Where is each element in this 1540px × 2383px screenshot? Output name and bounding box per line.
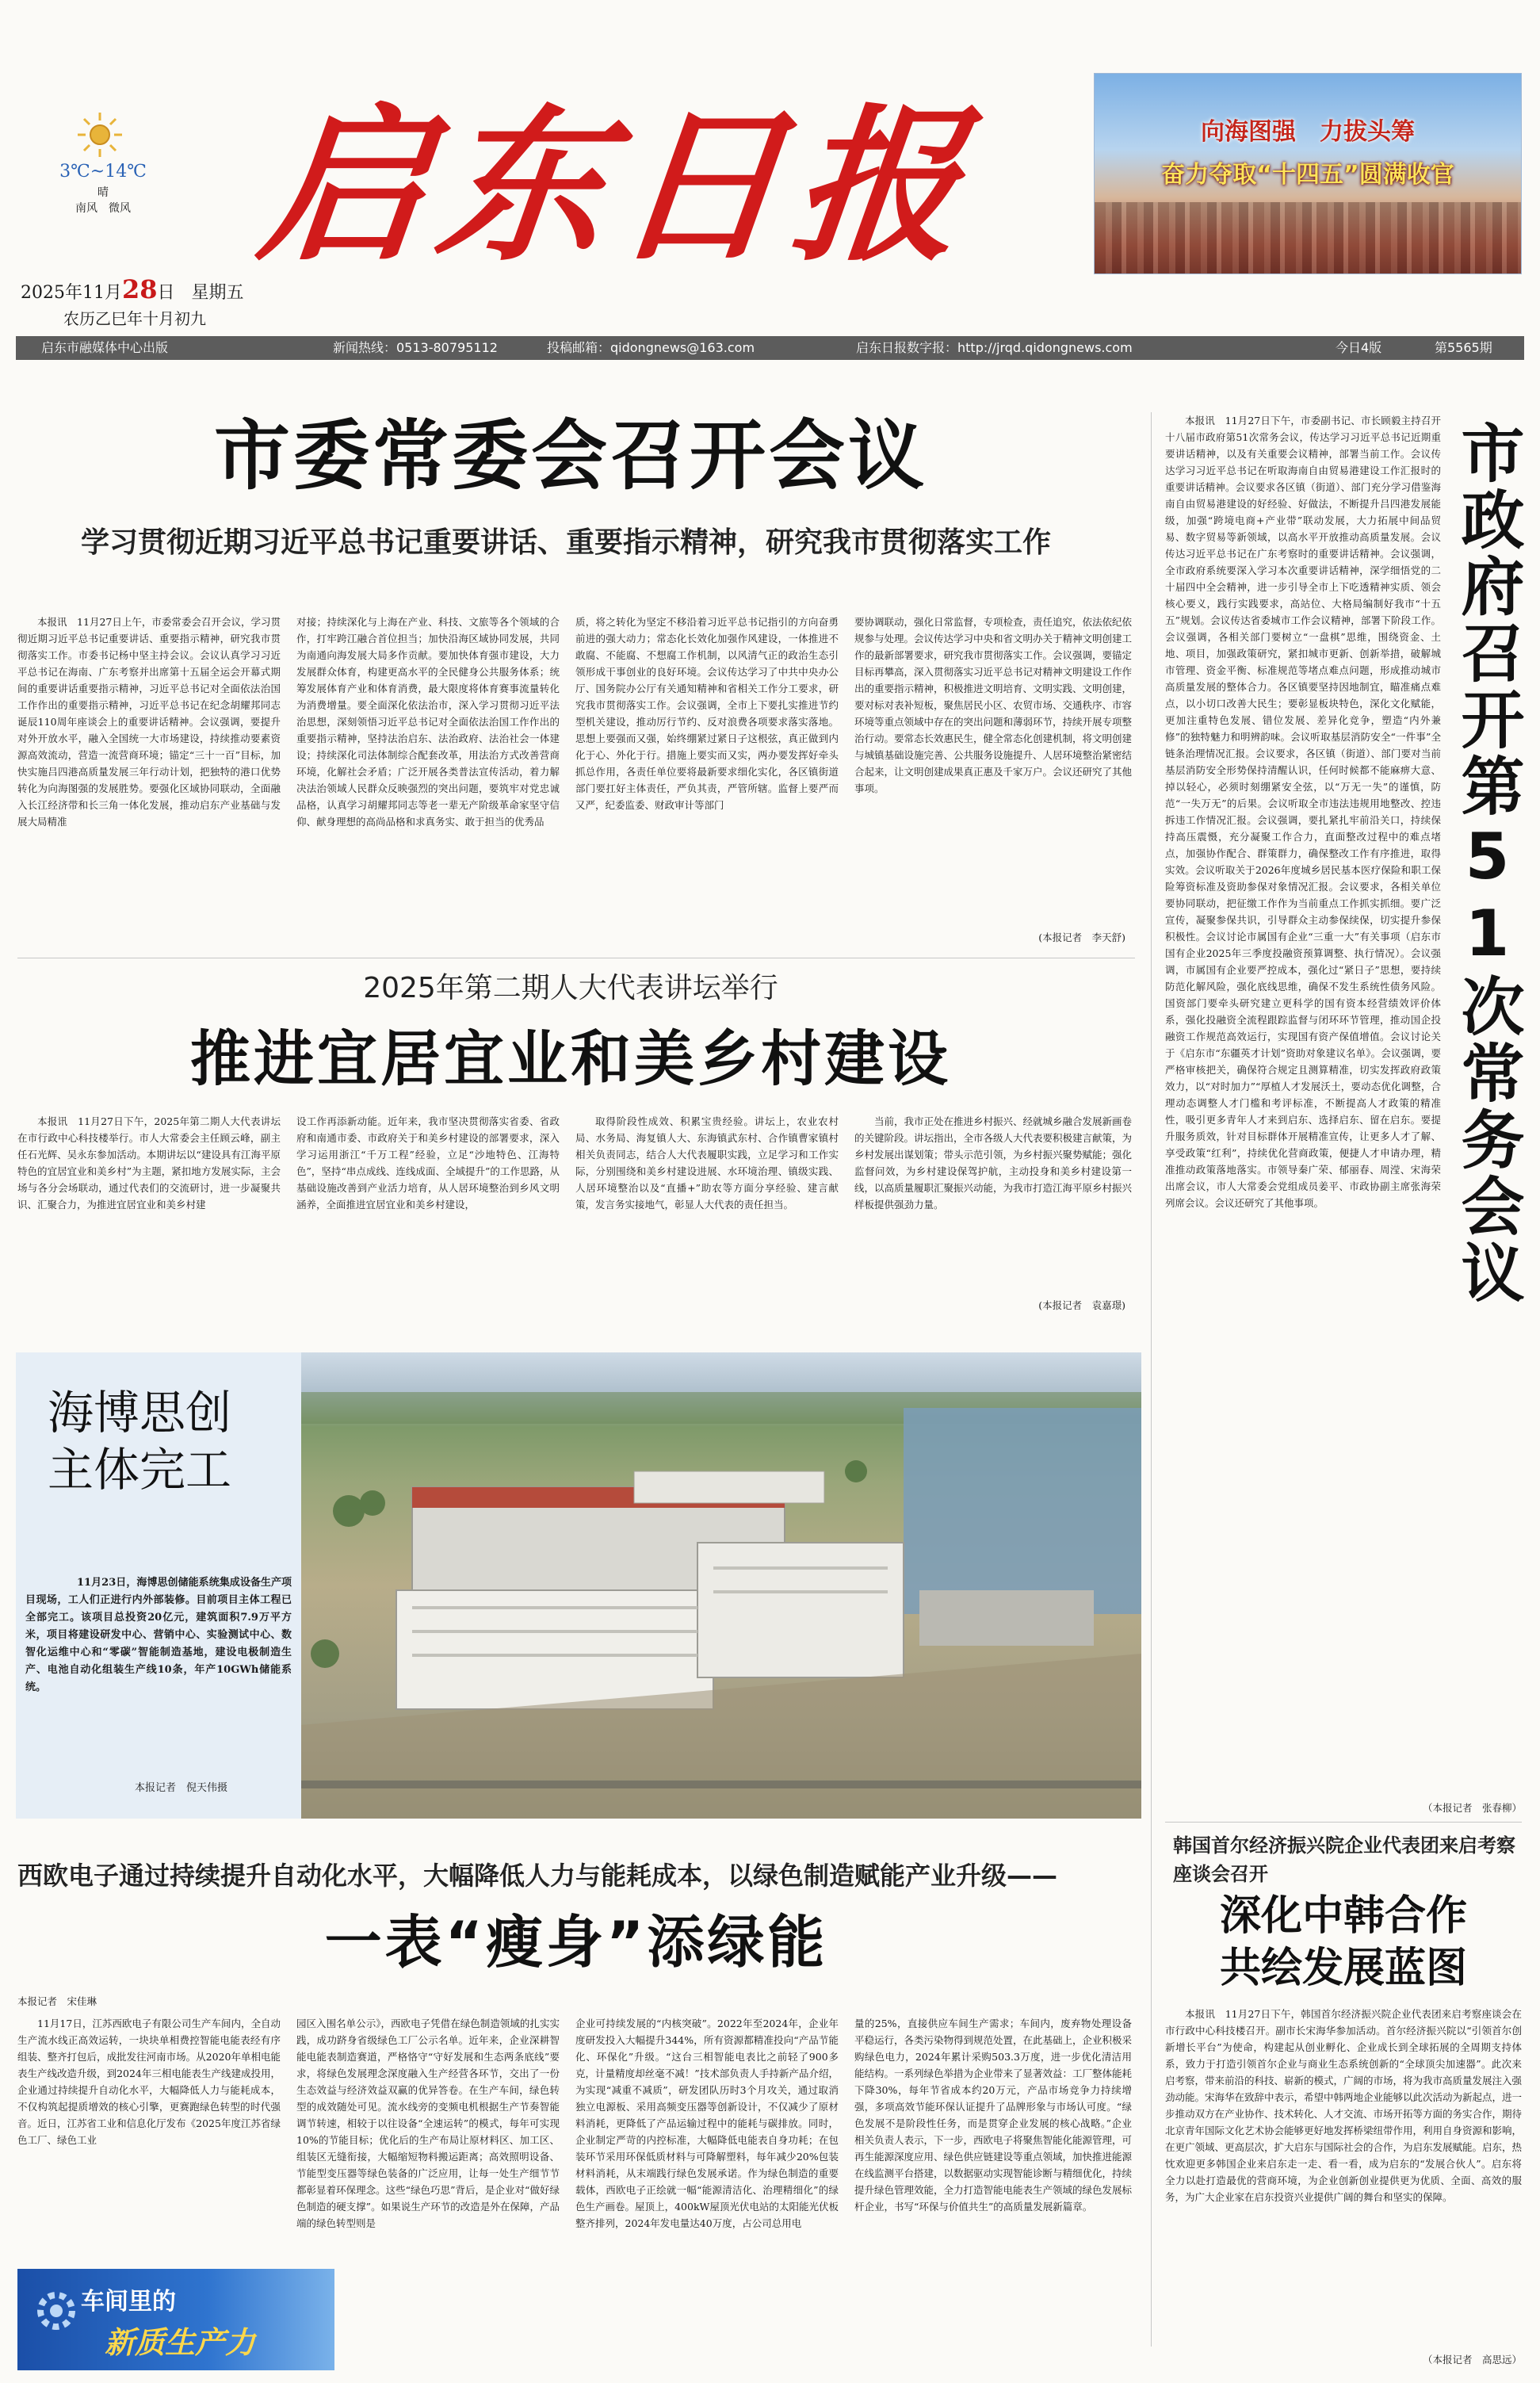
article3-column-3: 企业可持续发展的“内核突破”。2022年至2024年，企业年度研发投入大幅提升344%，所有资源都精准投向“产品节能化、环保化”升级。“这台三相智能电表比之前轻了900多克，计量精度却丝毫不减！”技术部负责人手持新产品介绍，为实现“减重不减质”，研发团队历时3个月攻关，通过取消独立电源板、采用高频变压器等创新设计，不仅减少了原材料消耗，更降低了产品运输过程中的能耗与碳排放。同时，企业制定严苛的内控标准，大幅降低电能表自身功耗；在包装环节采用环保低质材料与可降解塑料，每年减少20%包装材料消耗，从末端践行绿色发展承诺。作为绿色制造的重要载体，西欧电子正绘就一幅“能源清洁化、治理精细化”的绿色生产画卷。屋顶上，400kW屋顶光伏电站的太阳能光伏板整齐排列，2024年发电量达40万度，占公司总用电 <box>575 2018 839 2229</box>
article3-column-4: 量的25%，直接供应车间生产需求；车间内，废弃物处理设备平稳运行，各类污染物得到规范处置，在此基础上，企业积极采购绿色电力，2024年累计采购503.3万度，进一步优化清洁用能结构。一系列绿色举措为企业带来了显著效益：工厂整体能耗下降30%，每年节省成本约20万元，产品市场竞争力持续增强，多项高效节能环保认证提升了品牌形象与市场认可度。“绿色发展不是阶段性任务，而是贯穿企业发展的核心战略。”企业相关负责人表示，下一步，西欧电子将聚焦智能化能源管理，可再生能源深度应用、绿色供应链建设等重点领域，加快推进能源在线监测平台搭建，以数据驱动实现智能诊断与精细优化，持续提升绿色管理效能，全力打造智能电能表生产领域的绿色发展标杆企业，书写“环保与价值共生”的高质量发展新篇章。 <box>854 2018 1132 2213</box>
article3-column-2: 园区入围名单公示》，西欧电子凭借在绿色制造领域的扎实实践，成功跻身省级绿色工厂公示名单。近年来，企业深耕智能电能表制造赛道，严格恪守“守好发展和生态两条底线”要求，将绿色发展理念深度融入生产经营各环节，交出了一份生态效益与经济效益双赢的优异答卷。在生产车间，绿色转型的成效随处可见。流水线旁的变频电机根据生产节奏智能调节转速，相较于以往设备“全速运转”的模式，每年可实现10%的节能目标；优化后的生产布局让原材料区、加工区、组装区无缝衔接，大幅缩短物料搬运距离；高效照明设备、节能型变压器等绿色装备的广泛应用，让每一处生产细节节都彰显着环保理念。这些“绿色巧思”背后，是企业对“做好绿色制造的硬支撑”。如果说生产环节的改造是外在保障，产品端的绿色转型则是 <box>296 2018 560 2229</box>
banner-city-skyline <box>1095 202 1521 273</box>
date-suffix: 日 <box>157 283 175 303</box>
article5-headline-line-2: 共绘发展蓝图 <box>1219 1945 1467 1992</box>
photo-caption: 11月23日，海博思创储能系统集成设备生产项目现场，工人们正进行内外部装修。目前项目主体工程已全部完工。该项目总投资20亿元，建筑面积7.9万平方米，项目将建设研发中心、营销中心、实验测试中心、数智化运维中心和“零碳”智能制造基地，建设电极制造生产、电池自动化组装生产线10条，年产10GWh储能系统。 <box>25 1577 292 1693</box>
submission-email: 投稿邮箱：qidongnews@163.com <box>547 340 755 355</box>
banner-line-1: 向海图强 力拔头筹 <box>1201 118 1415 146</box>
lunar-date: 农历乙巳年十月初九 <box>63 309 206 328</box>
article5-body: 本报讯 11月27日下午，韩国首尔经济振兴院企业代表团来启考察座谈会在市行政中心科技楼召开。副市长宋海华参加活动。首尔经济振兴院以“引领首尔创新增长平台”为使命，构建起从创业孵化、企业成长到全球拓展的全周期支持体系，致力于打造引领首尔企业与商业生态系统创新的“全球顶尖加速器”。此次来启考察，带来前沿的科技、崭新的模式，广阔的市场，将为我市高质量发展注入强劲动能。宋海华在致辞中表示，希望中韩两地企业能够以此次活动为新起点，进一步推动双方在产业协作、技术转化、人才交流、市场开拓等方面的务实合作，期待北京青年国际文化艺术协会能够更好地发挥桥梁纽带作用，利用自身资源和影响，在更广领域、更高层次，扩大启东与国际社会的合作，为启东发展赋能。启东，热忱欢迎更多韩国企业来启东走一走、看一看，成为启东的“发展合伙人”。启东将全力以赴打造最优的营商环境，为企业创新创业提供更为优质、全面、高效的服务，为广大企业家在启东投资兴业提供广阔的舞台和坚实的保障。 <box>1165 2008 1522 2203</box>
article3-kicker: 西欧电子通过持续提升自动化水平，大幅降低人力与能耗成本，以绿色制造赋能产业升级—— <box>17 1861 1058 1891</box>
info-bar <box>16 336 1524 360</box>
publisher: 启东市融媒体中心出版 <box>41 340 169 355</box>
column-logo <box>17 2269 334 2370</box>
date-day: 28 <box>121 274 158 304</box>
date-prefix: 2025年11月 <box>21 283 122 303</box>
article1-subtitle: 学习贯彻近期习近平总书记重要讲话、重要指示精神，研究我市贯彻落实工作 <box>81 526 1052 559</box>
article4-headline: 市政府召开第51次常务会议 <box>1450 420 1524 1306</box>
article2-kicker: 2025年第二期人大代表讲坛举行 <box>363 972 778 1004</box>
article5-byline: （本报记者 高思远） <box>1422 2354 1522 2366</box>
article5-headline-line-1: 深化中韩合作 <box>1219 1892 1467 1940</box>
photo-credit: 本报记者 倪天伟摄 <box>135 1782 228 1794</box>
weather-condition: 晴 <box>97 186 109 199</box>
article3-headline: 一表“瘦身”添绿能 <box>324 1909 828 1976</box>
sun-icon <box>76 111 124 159</box>
gear-icon <box>29 2283 84 2339</box>
column-logo-line-2: 新质生产力 <box>105 2324 256 2360</box>
photo-story <box>16 1352 1141 1819</box>
photo-title-line-1: 海博思创 <box>48 1386 232 1440</box>
article4-byline: （本报记者 张春柳） <box>1422 1802 1522 1814</box>
article4-body: 本报讯 11月27日下午，市委副书记、市长顾毅主持召开十八届市政府第51次常务会议，传达学习习近平总书记近期重要讲话精神，以及有关重要会议精神，部署当前工作。会议传达学习习近平总书记在听取海南自由贸易港建设工作汇报时的重要讲话精神。会议要求各区镇（街道）、部门充分学习借鉴海南自由贸易港建设的好经验、好做法，不断提升吕四港发展能级，加强“跨境电商+产业带”联动发展，大力拓展中间品贸易、数字贸易等新领域，以高水平开放推动高质量发展。会议传达习近平总书记在广东考察时的重要讲话精神。会议强调，全市政府系统要深入学习本次重要讲话精神，深学细悟党的二十届四中全会精神，进一步引导全市上下吃透精神实质、领会核心要义，践行实践要求，高站位、大格局编制好我市“十五五”规划。会议传达省委城市工作会议精神，部署下阶段工作。会议强调，各相关部门要树立“一盘棋”思维，围绕资金、土地、项目，加强政策研究，紧扣城市更新、创新举措，破解城市管理、资金平衡、标准规范等堵点难点问题，形成推动城市高质量发展的整体合力。各区镇要坚持因地制宜，瞄准痛点难点，以小切口改善大民生；要彰显板块特色，深化文化赋能，更加注重特色发展、错位发展、差异化竞争，塑造“内外兼修”的独特魅力和明辨韵味。会议听取基层消防安全“一件事”全链条治理情况汇报。会议要求，各区镇（街道）、部门要对当前基层消防安全形势保持清醒认识，任何时候都不能麻痹大意、掉以轻心，必须时刻绷紧安全弦，以“万无一失”的谨慎，防范“一失万无”的后果。会议听取全市违法违规用地整改、控违拆违工作情况汇报。会议强调，要扎紧扎牢前沿关口，持续保持高压震慑，充分凝聚工作合力，直面整改过程中的难点堵点，加强协作配合、群策群力，确保整改工作有序推进，取得实效。会议听取关于2026年度城乡居民基本医疗保险和职工保险筹资标准及资助参保对象情况汇报。会议要求，各相关单位要协同联动，把征缴工作作为当前重点工作抓实抓细。要广泛宣传，凝聚参保共识，引导群众主动参保续保，切实提升参保积极性。会议讨论市属国有企业“三重一大”有关事项（启东市国有企业2025年三季度投融资预算调整、执行情况）。会议强调，市属国有企业要严控成本，强化过“紧日子”思想，要持续防范化解风险，强化底线思维，确保不发生系统性债务风险。国资部门要牵头研究建立更科学的国有资本经营绩效评价体系，强化投融资全流程跟踪监督与闭环环节管理，推动国企投融资工作规范高效运行，实现国有资产保值增值。会议讨论关于《启东市“东疆英才计划”资助对象建议名单》。会议强调，要严格审核把关，确保符合规定且测算精准，切实发挥政府政策效力，以“对时加力”“厚植人才发展沃土，要动态优化调整，合理动态调整人才门槛和考评标准，不断提高人才政策的精准性，吸引更多青年人才来到启东、选择启东、留在启东。要提升服务质效，针对目标群体开展精准宣传，让更多人才了解、享受政策“红利”，持续优化营商政策，便捷人才申请办理，精准推动政策落地落实。市领导秦广荣、郁丽春、周滢、宋海荣出席会议，市人大常委会党组成员姜平、市政协副主席张海荣列席会议。会议还研究了其他事项。 <box>1165 415 1441 1209</box>
newspaper-title: 启东日报 <box>251 88 983 284</box>
issue-date <box>21 274 338 306</box>
weather-wind: 南风 微风 <box>75 202 131 215</box>
column-logo-line-1: 车间里的 <box>81 2288 176 2316</box>
weather-block <box>32 111 174 222</box>
news-hotline: 新闻热线：0513-80795112 <box>333 340 498 355</box>
slogan-banner <box>1094 73 1522 274</box>
issue-number: 第5565期 <box>1435 340 1492 355</box>
divider <box>1165 1822 1522 1823</box>
article2-column-3: 取得阶段性成效、积累宝贵经验。讲坛上，农业农村局、水务局、海复镇人大、东海镇武东村、合作镇曹家镇村相关负责同志，结合人大代表履职实践，立足学习和工作实际，分别围绕和美乡村建设进展、水环境治理、镇级实践、人居环境整治以及“直播+”助农等方面分享经验、建言献策，发言务实接地气，彰显人大代表的责任担当。 <box>575 1115 839 1211</box>
article2-byline: (本报记者 袁嘉璟) <box>1038 1299 1125 1311</box>
article1-byline: (本报记者 李天舒) <box>1038 931 1125 943</box>
article1-column-2: 对接；持续深化与上海在产业、科技、文旅等各个领域的合作，打牢跨江融合首位担当；加快沿海区域协同发展，共同为南通向海发展大局多作贡献。要加快体育强市建设，大力发展群众体育，构建更高水平的全民健身公共服务体系；统筹发展体育产业和体育消费，最大限度将体育赛事流量转化为消费增量。要全面深化依法治市，深入学习贯彻习近平法治思想，深刻领悟习近平总书记对全面依法治国工作作出的重要指示精神，坚持法治启东、法治政府、法治社会一体建设；持续深化司法体制综合配套改革，用法治方式改善营商环境，化解社会矛盾；广泛开展各类普法宣传活动，着力解决法治领域人民群众反映强烈的突出问题，要筑牢对党忠诚品格，认真学习胡耀邦同志等老一辈无产阶级革命家坚守信仰、献身理想的高尚品格和求真务实、敢于担当的优秀品 <box>296 616 560 828</box>
article5-kicker: 韩国首尔经济振兴院企业代表团来启考察座谈会召开 <box>1173 1834 1515 1885</box>
article1-column-4: 要协调联动，强化日常监督，专项检查，责任追究，依法依纪依规参与处理。会议传达学习中央和省文明办关于精神文明创建工作的最新部署要求，研究我市贯彻落实工作。会议强调，要锚定目标再攀高，深入贯彻落实习近平总书记对精神文明建设工作作出的重要指示精神，积极推进文明培育、文明实践、文明创建，要对标对表补短板，聚焦居民小区、农贸市场、交通秩序、市容环境等重点领域中存在的突出问题和薄弱环节，持续开展专项整治行动。要常态长效惠民生，健全常态化创建机制，将文明创建与城镇基础设施完善、公共服务设施提升、人居环境整治紧密结合起来，让文明创建成果真正惠及千家万户。会议还研究了其他事项。 <box>854 616 1132 794</box>
article1-headline: 市委常委会召开会议 <box>214 411 927 500</box>
photo-title-line-2: 主体完工 <box>48 1443 232 1497</box>
weather-temperature: 3℃~14℃ <box>59 162 147 182</box>
article2-column-2: 设工作再添新动能。近年来，我市坚决贯彻落实省委、省政府和南通市委、市政府关于和美乡村建设的部署要求，深入学习运用浙江“千万工程”经验，立足“沙地特色、江海特色”，坚持“串点成线、连线成面、全域提升”的工作思路，从基础设施改善到产业活力培育，从人居环境整治到乡风文明涵养，全面推进宜居宜业和美乡村建设， <box>296 1115 560 1211</box>
digital-edition-link[interactable]: 启东日报数字报：http://jrqd.qidongnews.com <box>856 340 1133 355</box>
weekday: 星期五 <box>191 283 244 303</box>
article2-headline: 推进宜居宜业和美乡村建设 <box>190 1023 951 1094</box>
banner-line-2: 奋力夺取“十四五”圆满收官 <box>1161 161 1454 189</box>
article1-column-3: 质，将之转化为坚定不移沿着习近平总书记指引的方向奋勇前进的强大动力；常态化长效化加强作风建设，一体推进不敢腐、不能腐、不想腐工作机制，以风清气正的政治生态引领形成干事创业的良好环境。会议传达学习了中共中央办公厅、国务院办公厅有关通知精神和省相关工作分工要求，研究我市贯彻落实工作。会议强调，全市上下要扎实推进节约型机关建设，推动厉行节约、反对浪费各项要求落实落地。思想上要强而又强，始终绷紧过紧日子这根弦，真正做到内化于心、外化于行。措施上要实而又实，两办要发挥好牵头抓总作用，各责任单位要将最新要求细化实化，各区镇街道部门要扛好主体责任，严负其责，严管所辖。监督上要严而又严，纪委监委、财政审计等部门 <box>575 616 839 811</box>
aerial-factory-photo <box>301 1352 1141 1819</box>
article3-column-1: 11月17日，江苏西欧电子有限公司生产车间内，全自动生产流水线正高效运转，一块块单相费控智能电能表经有序组装、整齐打包后，成批发往河南市场。从2020年单相电能表生产线改造升级，到2024年三相电能表生产线建成投用，企业通过持续提升自动化水平，大幅降低人力与能耗成本，不仅构筑起提质增效的核心引擎，更赛跑绿色转型的时代强音。近日，江苏省工业和信息化厅发布《2025年度江苏省绿色工厂、绿色工业 <box>17 2018 281 2146</box>
article3-reporter: 本报记者 宋佳琳 <box>17 1995 97 2007</box>
page-count: 今日4版 <box>1336 340 1382 355</box>
divider <box>1151 412 1152 2347</box>
article2-column-4: 当前，我市正处在推进乡村振兴、经就城乡融合发展新画卷的关键阶段。讲坛指出，全市各级人大代表要积极建言献策，为乡村发展出谋划策；带头示范引领，为乡村振兴聚势赋能；强化监督问效，为乡村建设保驾护航，主动投身和美乡村建设第一线，以高质量履职汇聚振兴动能，为我市打造江海平原乡村振兴样板提供强劲力量。 <box>854 1115 1132 1211</box>
article2-column-1: 本报讯 11月27日下午，2025年第二期人大代表讲坛在市行政中心科技楼举行。市人大常委会主任顾云峰，副主任石光辉、吴永东参加活动。本期讲坛以“建设具有江海平原特色的宜居宜业和美乡村”为主题，紧扣地方发展实际，主会场与各分会场联动，通过代表们的交流研讨，进一步凝聚共识、汇聚合力，为推进宜居宜业和美乡村建 <box>17 1115 281 1211</box>
article1-column-1: 本报讯 11月27日上午，市委常委会召开会议，学习贯彻近期习近平总书记重要讲话、重要指示精神，研究我市贯彻落实工作。市委书记杨中坚主持会议。会议认真学习习近平总书记在海南、广东考察并出席第十五届全运会开幕式期间的重要讲话重要指示精神，习近平总书记对全面依法治国工作作出的重要指示精神，习近平总书记在纪念胡耀邦同志诞辰110周年座谈会上的重要讲话精神。会议强调，要提升对外开放水平，融入全国统一大市场建设，持续推动要素资源高效流动，营造一流营商环境；锚定“三十一百”目标，加快实施吕四港高质量发展三年行动计划，把独特的港口优势转化为向海图强的发展胜势。要强化区域协同联动，全面融入长江经济带和长三角一体化发展，推动启东产业基础与发展大局精准 <box>17 616 281 828</box>
